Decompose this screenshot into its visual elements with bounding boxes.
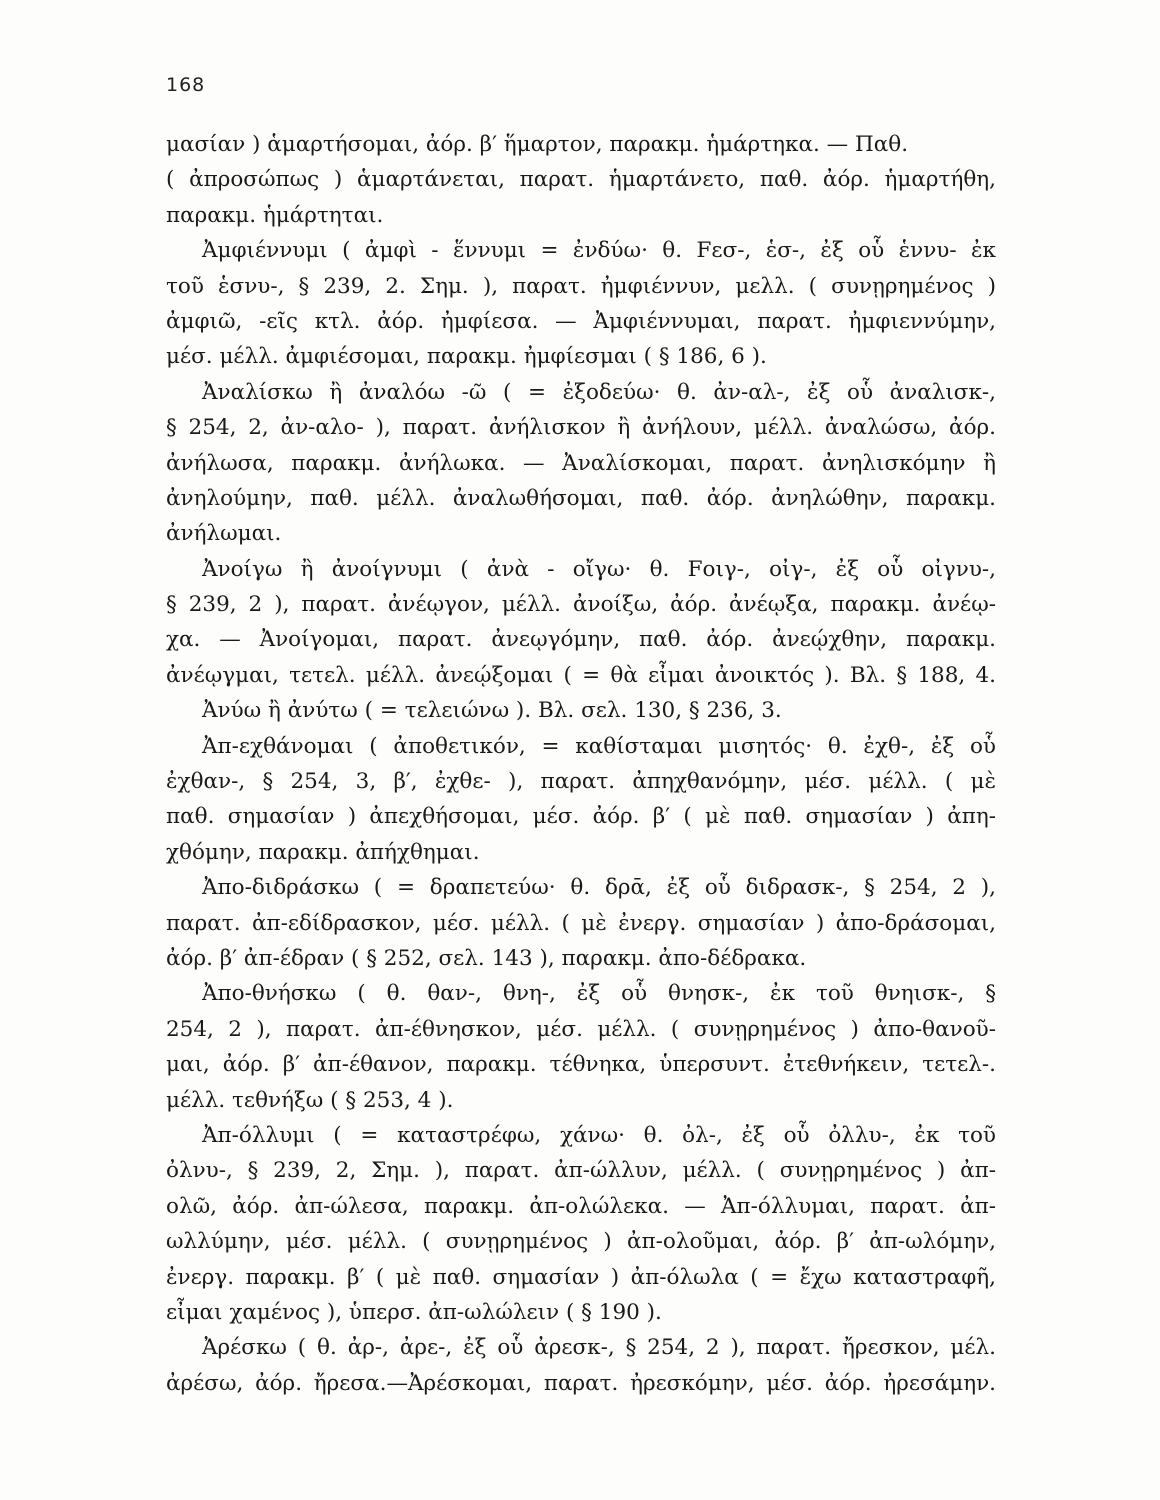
- entry-headline: Ἀνύω ἢ ἀνύτω ( = τελειώνω ). Βλ. σελ. 130, § 236, 3.: [202, 698, 782, 724]
- text-line: μέσ. μέλλ. ἀμφιέσομαι, παρακμ. ἠμφίεσμαι ( § 186, 6 ).: [166, 344, 767, 370]
- text-line: § 239, 2 ), παρατ. ἀνέῳγον, μέλλ. ἀνοίξω, ἀόρ. ἀνέῳξα, παρακμ. ἀνέῳ-: [166, 592, 996, 618]
- entry-headline: Ἀπ-εχθάνομαι ( ἀποθετικόν, = καθίσταμαι μισητός· θ. ἐχθ-, ἐξ οὗ: [202, 733, 996, 759]
- text-line: ἀόρ. β′ ἀπ-έδραν ( § 252, σελ. 143 ), παρακμ. ἀπο-δέδρακα.: [166, 945, 807, 971]
- entry-headline: Ἀμφιέννυμι ( ἀμφὶ - ἕννυμι = ἐνδύω· θ. Fεσ-, ἑσ-, ἐξ οὗ ἑννυ- ἐκ: [202, 238, 996, 264]
- text-line: ἐχθαν-, § 254, 3, β′, ἐχθε- ), παρατ. ἀπηχθανόμην, μέσ. μέλλ. ( μὲ: [166, 769, 996, 795]
- text-line: ἀρέσω, ἀόρ. ἤρεσα.—Ἀρέσκομαι, παρατ. ἠρεσκόμην, μέσ. ἀόρ. ἠρεσάμην.: [166, 1370, 996, 1396]
- text-line: ἀνέῳγμαι, τετελ. μέλλ. ἀνεῴξομαι ( = θὰ εἶμαι ἀνοικτός ). Βλ. § 188, 4.: [166, 662, 996, 688]
- text-line: ἀνηλούμην, παθ. μέλλ. ἀναλωθήσομαι, παθ. ἀόρ. ἀνηλώθην, παρακμ.: [166, 485, 996, 511]
- text-line: παρακμ. ἡμάρτηται.: [166, 202, 384, 228]
- text-line: παρατ. ἀπ-εδίδρασκον, μέσ. μέλλ. ( μὲ ἐνεργ. σημασίαν ) ἀπο-δράσομαι,: [166, 910, 996, 936]
- text-line: χθόμην, παρακμ. ἀπήχθημαι.: [166, 839, 480, 865]
- text-line: ( ἀπροσώπως ) ἁμαρτάνεται, παρατ. ἡμαρτάνετο, παθ. ἀόρ. ἡμαρτήθη,: [166, 167, 996, 193]
- text-line: ἀνήλωμαι.: [166, 521, 282, 547]
- text-line: ἐνεργ. παρακμ. β′ ( μὲ παθ. σημασίαν ) ἀπ-όλωλα ( = ἔχω καταστραφῆ,: [166, 1264, 996, 1290]
- text-line: § 254, 2, ἀν-αλο- ), παρατ. ἀνήλισκον ἢ ἀνήλουν, μέλλ. ἀναλώσω, ἀόρ.: [166, 415, 996, 441]
- text-line: ἀμφιῶ, -εῖς κτλ. ἀόρ. ἠμφίεσα. — Ἀμφιέννυμαι, παρατ. ἠμφιεννύμην,: [166, 308, 996, 334]
- text-line: ὀλνυ-, § 239, 2, Σημ. ), παρατ. ἀπ-ώλλυν, μέλλ. ( συνῃρημένος ) ἀπ-: [166, 1158, 996, 1184]
- text-line: παθ. σημασίαν ) ἀπεχθήσομαι, μέσ. ἀόρ. β′ ( μὲ παθ. σημασίαν ) ἀπη-: [166, 804, 996, 830]
- entry-headline: Ἀρέσκω ( θ. ἀρ-, ἀρε-, ἐξ οὗ ἀρεσκ-, § 254, 2 ), παρατ. ἤρεσκον, μέλ.: [202, 1335, 996, 1361]
- page-number: 168: [166, 74, 206, 96]
- text-line: μασίαν ) ἁμαρτήσομαι, ἀόρ. β′ ἥμαρτον, παρακμ. ἡμάρτηκα. — Παθ.: [166, 132, 909, 157]
- entry-headline: Ἀπο-διδράσκω ( = δραπετεύω· θ. δρᾱ, ἐξ οὗ διδρασκ-, § 254, 2 ),: [202, 875, 996, 901]
- text-line: 254, 2 ), παρατ. ἀπ-έθνησκον, μέσ. μέλλ. ( συνῃρημένος ) ἀπο-θανοῦ-: [166, 1016, 996, 1042]
- entry-headline: Ἀναλίσκω ἢ ἀναλόω -ῶ ( = ἐξοδεύω· θ. ἀν-αλ-, ἐξ οὗ ἀναλισκ-,: [202, 379, 996, 405]
- text-line: ἀνήλωσα, παρακμ. ἀνήλωκα. — Ἀναλίσκομαι, παρατ. ἀνηλισκόμην ἢ: [166, 450, 996, 476]
- text-line: χα. — Ἀνοίγομαι, παρατ. ἀνεῳγόμην, παθ. ἀόρ. ἀνεῴχθην, παρακμ.: [166, 627, 996, 653]
- entry-headline: Ἀπο-θνήσκω ( θ. θαν-, θνη-, ἐξ οὗ θνησκ-, ἐκ τοῦ θνηισκ-, §: [202, 981, 996, 1007]
- text-line: ολῶ, ἀόρ. ἀπ-ώλεσα, παρακμ. ἀπ-ολώλεκα. — Ἀπ-όλλυμαι, παρατ. ἀπ-: [166, 1193, 996, 1219]
- entry-headline: Ἀπ-όλλυμι ( = καταστρέφω, χάνω· θ. ὀλ-, ἐξ οὗ ὀλλυ-, ἐκ τοῦ: [202, 1122, 996, 1148]
- text-line: τοῦ ἑσνυ-, § 239, 2. Σημ. ), παρατ. ἠμφιέννυν, μελλ. ( συνῃρημένος ): [166, 273, 996, 299]
- text-line: ωλλύμην, μέσ. μέλλ. ( συνῃρημένος ) ἀπ-ολοῦμαι, ἀόρ. β′ ἀπ-ωλόμην,: [166, 1229, 996, 1255]
- text-line: εἶμαι χαμένος ), ὑπερσ. ἀπ-ωλώλειν ( § 190 ).: [166, 1299, 662, 1325]
- text-line: μέλλ. τεθνήξω ( § 253, 4 ).: [166, 1087, 454, 1113]
- text-line: μαι, ἀόρ. β′ ἀπ-έθανον, παρακμ. τέθνηκα, ὑπερσυντ. ἐτεθνήκειν, τετελ-.: [166, 1052, 996, 1078]
- entry-headline: Ἀνοίγω ἢ ἀνοίγνυμι ( ἀνὰ - οἴγω· θ. Fοιγ-, οἰγ-, ἐξ οὗ οἰγνυ-,: [202, 556, 996, 582]
- dictionary-text: [166, 127, 996, 1401]
